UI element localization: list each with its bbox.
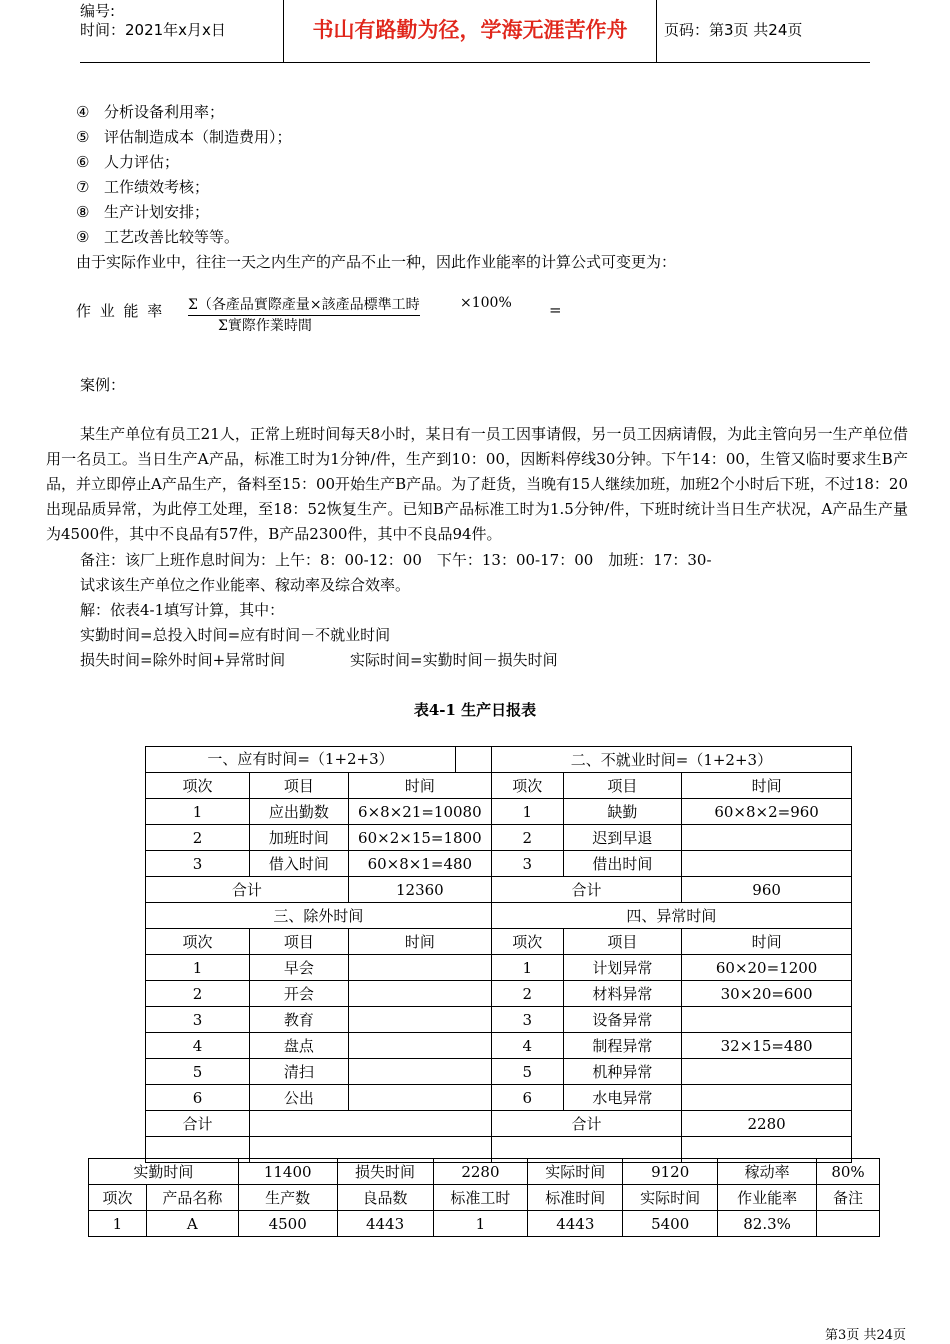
table-row [146, 1085, 852, 1111]
table-cell: 早会 [249, 955, 348, 981]
table-cell: 32×15=480 [682, 1033, 852, 1059]
header-date-label: 时间：2021年x月x日 [80, 21, 226, 39]
case-title: 案例： [80, 376, 126, 394]
table-cell: 借出时间 [563, 851, 682, 877]
case-text: 某生产单位有员工21人，正常上班时间每天8小时，某日有一员工因事请假，另一员工因病请假，为此主管向另一生产单位借用一名员工。当日生产A产品，标准工时为1分钟/件，生产到10：00，因断料停线30分钟。下午14：00，生管又临时要求生B产品，并立即停止A产品生产，备料至15：00开始生产B产品。为了赶货，当晚有15人继续加班，加班2个小时后下班，不过18：20出现品质异常，为此停工处理，至18：52恢复生产。已知B产品标准工时为1.5分钟/件，下班时统计当日生产状况，A产品生产量为4500件，其中不良品有57件，B产品2300件，其中不良品94件。 [46, 425, 908, 543]
table-cell: 机种异常 [563, 1059, 682, 1085]
header-motto: 书山有路勤为径，学海无涯苦作舟 [283, 0, 657, 62]
section-title: 一、应有时间=（1+2+3） [146, 747, 456, 772]
total-value: 2280 [682, 1111, 852, 1137]
table-row [146, 799, 852, 825]
question-text: 试求该生产单位之作业能率、稼动率及综合效率。 [80, 576, 411, 594]
column-header: 标准时间 [528, 1185, 623, 1211]
table-row [146, 1059, 852, 1085]
table-cell: 教育 [249, 1007, 348, 1033]
table-cell: 计划异常 [563, 955, 682, 981]
table-cell: 2 [491, 825, 563, 851]
table-cell: 4 [146, 1033, 250, 1059]
table-cell: 3 [146, 1007, 250, 1033]
table-cell: 公出 [249, 1085, 348, 1111]
table-cell: 借入时间 [249, 851, 348, 877]
table-cell: 2 [146, 981, 250, 1007]
table-cell: 3 [146, 851, 250, 877]
table-cell: 82.3% [718, 1211, 817, 1237]
total-label: 合计 [146, 1111, 250, 1137]
formula-label: 作 业 能 率 [76, 302, 165, 320]
total-value: 12360 [348, 877, 491, 903]
column-header: 良品数 [337, 1185, 433, 1211]
summary-label: 损失时间 [337, 1159, 433, 1185]
column-header: 项目 [249, 773, 348, 799]
column-header: 项目 [563, 773, 682, 799]
column-header: 项次 [146, 929, 250, 955]
table-row [146, 1033, 852, 1059]
table-row [146, 773, 852, 799]
table-cell [348, 1059, 491, 1085]
table-cell: 4443 [337, 1211, 433, 1237]
table-row [146, 1007, 852, 1033]
summary-value: 9120 [623, 1159, 718, 1185]
table-row [89, 1159, 880, 1185]
table-cell: 1 [146, 799, 250, 825]
table-cell: 1 [146, 955, 250, 981]
table-cell [682, 1007, 852, 1033]
efficiency-table [88, 1158, 880, 1237]
table-row [146, 955, 852, 981]
summary-value: 2280 [433, 1159, 528, 1185]
column-header: 项次 [89, 1185, 147, 1211]
table-cell [348, 981, 491, 1007]
column-header: 备注 [817, 1185, 880, 1211]
table-cell [682, 851, 852, 877]
column-header: 项目 [563, 929, 682, 955]
column-header: 标准工时 [433, 1185, 528, 1211]
table-cell: 5400 [623, 1211, 718, 1237]
table-cell: 1 [89, 1211, 147, 1237]
column-header: 项目 [249, 929, 348, 955]
table-cell: 开会 [249, 981, 348, 1007]
table-cell: 1 [491, 799, 563, 825]
table-cell: 60×8×1=480 [348, 851, 491, 877]
table-cell [348, 1033, 491, 1059]
summary-label: 稼动率 [718, 1159, 817, 1185]
table-cell [348, 955, 491, 981]
table-cell: 60×2×15=1800 [348, 825, 491, 851]
table-cell: 6 [146, 1085, 250, 1111]
table-row [146, 851, 852, 877]
table-cell [682, 825, 852, 851]
table-cell: 2 [146, 825, 250, 851]
column-header: 项次 [491, 929, 563, 955]
page-header [80, 0, 870, 63]
table-cell: 缺勤 [563, 799, 682, 825]
intro-text: 由于实际作业中，往往一天之内生产的产品不止一种，因此作业能率的计算公式可变更为： [76, 253, 677, 271]
definition-2b: 实际时间=实勤时间－损失时间 [350, 651, 558, 669]
table-cell: 6 [491, 1085, 563, 1111]
definition-1: 实勤时间=总投入时间=应有时间－不就业时间 [80, 626, 391, 644]
table-cell [817, 1211, 880, 1237]
formula-denominator: Σ實際作業時間 [218, 318, 312, 334]
table-cell [348, 1007, 491, 1033]
list-item: ④ 分析设备利用率； [76, 103, 225, 121]
column-header: 项次 [491, 773, 563, 799]
table-cell [348, 1085, 491, 1111]
table-cell: 60×20=1200 [682, 955, 852, 981]
header-page-info: 页码：第3页 共24页 [664, 21, 803, 39]
table-cell: 设备异常 [563, 1007, 682, 1033]
section-title: 二、不就业时间=（1+2+3） [491, 747, 851, 773]
column-header: 产品名称 [146, 1185, 238, 1211]
table-cell: 1 [491, 955, 563, 981]
table-cell [682, 1085, 852, 1111]
column-header: 实际时间 [623, 1185, 718, 1211]
list-item: ⑨ 工艺改善比较等等。 [76, 228, 240, 246]
daily-report-table [145, 746, 852, 1163]
summary-label: 实际时间 [528, 1159, 623, 1185]
total-label: 合计 [146, 877, 349, 903]
list-item: ⑤ 评估制造成本（制造费用）； [76, 128, 292, 146]
table-row [146, 1111, 852, 1137]
column-header: 生产数 [238, 1185, 337, 1211]
definition-2a: 损失时间=除外时间+异常时间 [80, 651, 286, 669]
table-cell: 3 [491, 1007, 563, 1033]
column-header: 项次 [146, 773, 250, 799]
table-cell: 水电异常 [563, 1085, 682, 1111]
table-cell: 60×8×2=960 [682, 799, 852, 825]
summary-value: 11400 [238, 1159, 337, 1185]
table-cell: 盘点 [249, 1033, 348, 1059]
table-cell: 2 [491, 981, 563, 1007]
table-row [146, 929, 852, 955]
table-row [89, 1185, 880, 1211]
table-cell: 4 [491, 1033, 563, 1059]
list-item: ⑦ 工作绩效考核； [76, 178, 210, 196]
header-number-label: 编号: [80, 2, 116, 20]
column-header: 时间 [348, 929, 491, 955]
table-cell: 5 [146, 1059, 250, 1085]
table-caption: 表4-1 生产日报表 [413, 701, 537, 719]
note-text: 备注：该厂上班作息时间为：上午：8：00-12：00 下午：13：00-17：00 加班：17：30- [80, 551, 712, 569]
table-cell: 清扫 [249, 1059, 348, 1085]
table-cell: 6×8×21=10080 [348, 799, 491, 825]
table-cell: 4443 [528, 1211, 623, 1237]
table-row [146, 747, 852, 773]
table-cell: 30×20=600 [682, 981, 852, 1007]
table-cell: 4500 [238, 1211, 337, 1237]
column-header: 时间 [682, 773, 852, 799]
total-label: 合计 [491, 1111, 681, 1137]
table-cell: 应出勤数 [249, 799, 348, 825]
table-cell: 制程异常 [563, 1033, 682, 1059]
table-cell [682, 1059, 852, 1085]
page-footer: 第3页 共24页 [825, 1328, 906, 1343]
table-cell: 材料异常 [563, 981, 682, 1007]
section-title: 四、异常时间 [491, 903, 851, 929]
formula-equals: = [549, 301, 562, 319]
table-cell: 1 [433, 1211, 528, 1237]
summary-value: 80% [817, 1159, 880, 1185]
list-item: ⑥ 人力评估； [76, 153, 180, 171]
total-value [249, 1111, 491, 1137]
table-row [146, 903, 852, 929]
table-cell: A [146, 1211, 238, 1237]
formula-multiplier: ×100% [460, 295, 512, 311]
answer-text: 解：依表4-1填写计算，其中： [80, 601, 285, 619]
column-header: 时间 [682, 929, 852, 955]
list-item: ⑧ 生产计划安排； [76, 203, 210, 221]
column-header: 作业能率 [718, 1185, 817, 1211]
summary-label: 实勤时间 [89, 1159, 239, 1185]
table-cell: 3 [491, 851, 563, 877]
table-cell: 加班时间 [249, 825, 348, 851]
table-row [146, 825, 852, 851]
total-label: 合计 [491, 877, 681, 903]
column-header: 时间 [348, 773, 491, 799]
table-row [146, 981, 852, 1007]
total-value: 960 [682, 877, 852, 903]
table-cell: 迟到早退 [563, 825, 682, 851]
header-meta [80, 0, 282, 63]
table-row [89, 1211, 880, 1237]
section-title: 三、除外时间 [146, 903, 492, 929]
table-row [146, 877, 852, 903]
table-cell: 5 [491, 1059, 563, 1085]
formula-numerator: Σ（各產品實際產量×該產品標準工時 [188, 294, 420, 316]
